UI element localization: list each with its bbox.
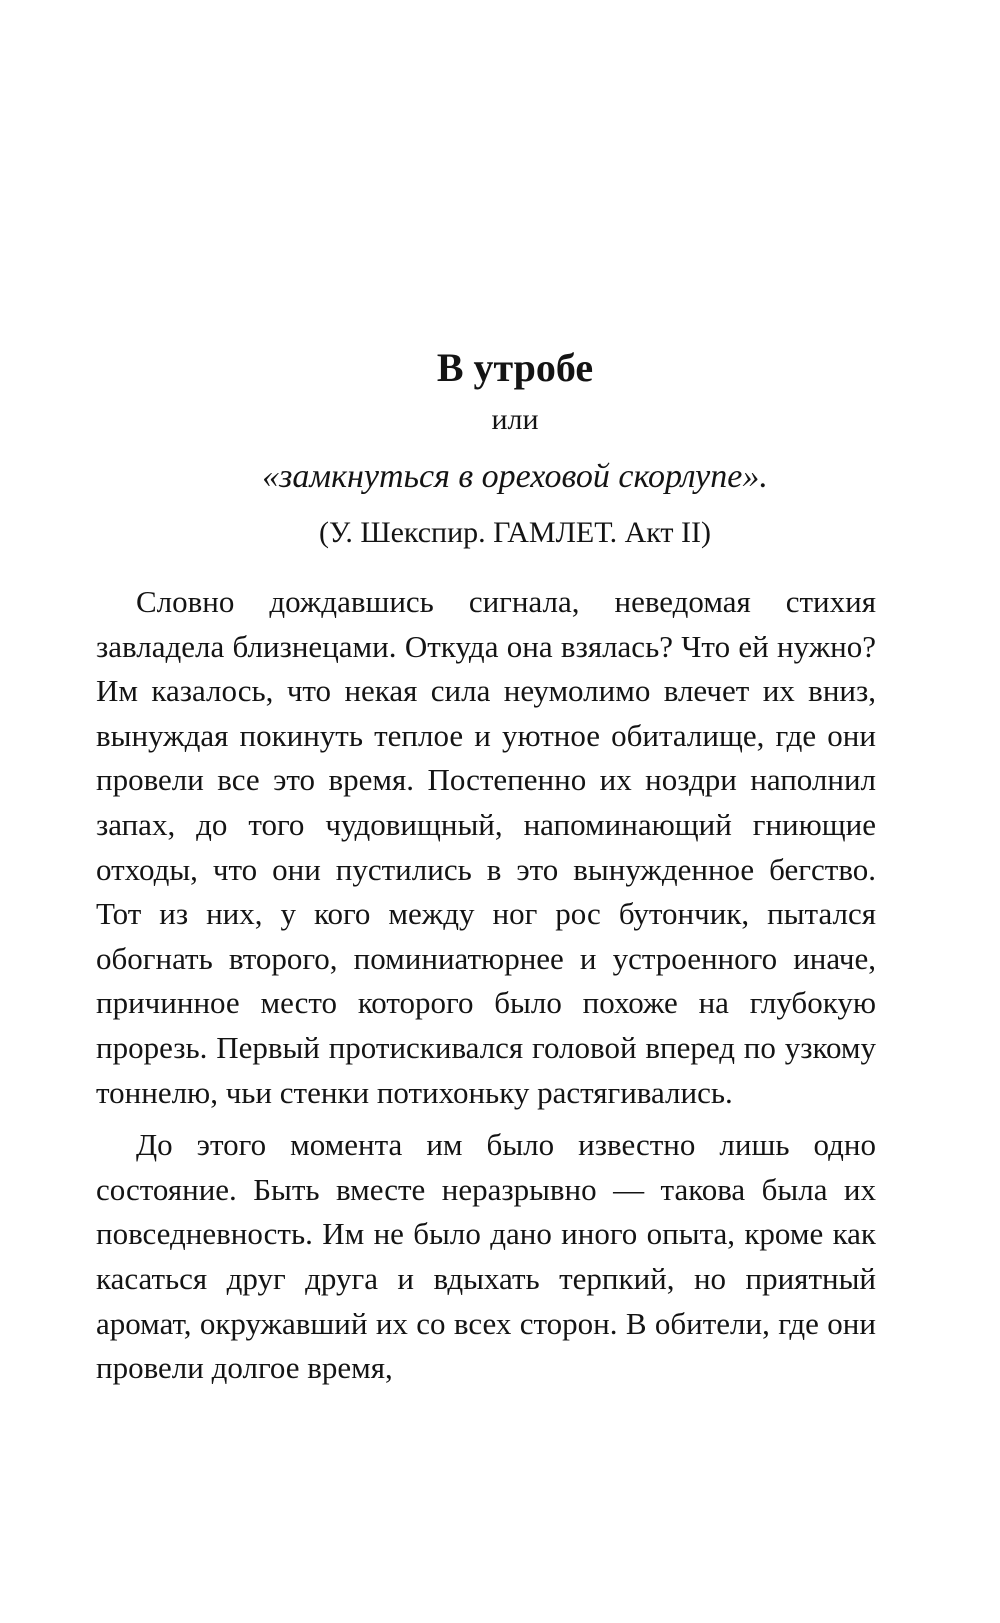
chapter-title: В утробе [436, 345, 594, 390]
chapter-subtitle-or: или [491, 403, 539, 436]
body-text [96, 580, 876, 1399]
epigraph-quote: «замкнуться в ореховой скорлупе». [262, 458, 768, 495]
chapter-heading [0, 340, 1000, 560]
paragraph: Словно дождавшись сигнала, неведомая стихия завладела близнецами. Откуда она взялась? Что ей нужно? Им казалось, что некая сила неумолимо влечет их вниз, вынуждая покинуть теплое и уютное обиталище, где они провели все это время. Постепенно их ноздри наполнил запах, до того чудовищный, напоминающий гниющие отходы, что они пустились в это вынужденное бегство. Тот из них, у кого между ног рос бутончик, пытался обогнать второго, поминиатюрнее и устроенного иначе, причинное место которого было похоже на глубокую прорезь. Первый протискивался головой вперед по узкому тоннелю, чьи стенки потихоньку растягивались. [96, 584, 876, 1110]
epigraph-source: (У. Шекспир. ГАМЛЕТ. Акт II) [318, 516, 711, 549]
paragraph: До этого момента им было известно лишь одно состояние. Быть вместе неразрывно — такова была их повседневность. Им не было дано иного опыта, кроме как касаться друг друга и вдыхать терпкий, но приятный аромат, окружавший их со всех сторон. В обители, где они провели долгое время, [96, 1127, 876, 1386]
